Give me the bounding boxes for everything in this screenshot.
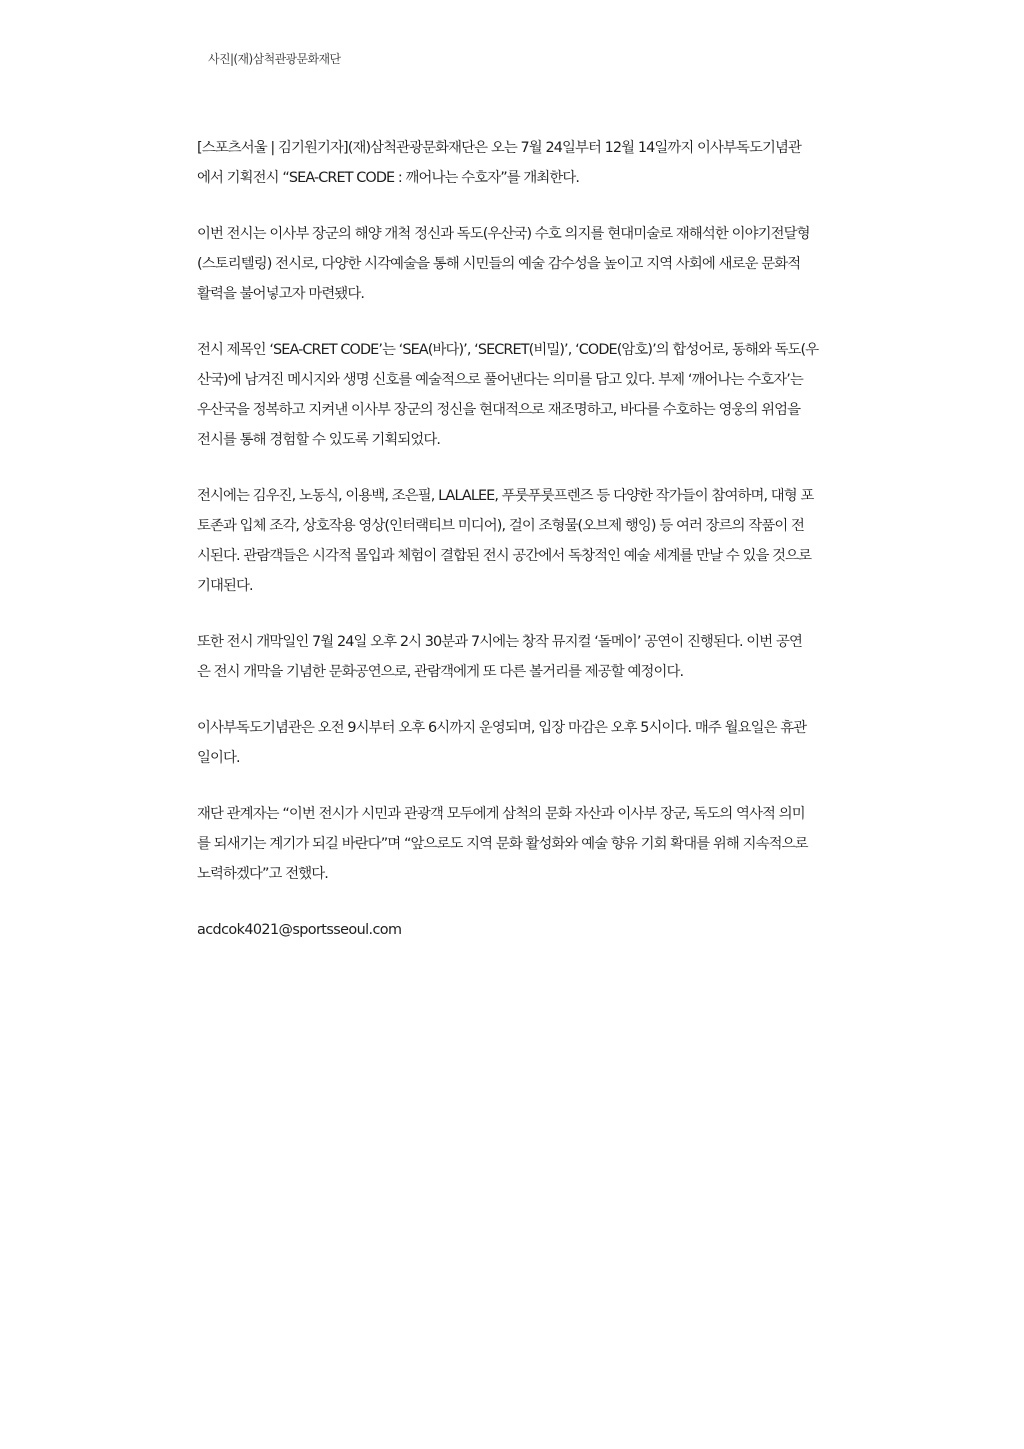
text-line: 일이다. [197, 750, 240, 766]
paragraph-exhibition-purpose [197, 219, 837, 309]
paragraph-intro [197, 133, 837, 193]
text-line: (스토리텔링) 전시로, 다양한 시각예술을 통해 시민들의 예술 감수성을 높이고 지역 사회에 새로운 문화적 [197, 256, 801, 272]
text-line: 노력하겠다”고 전했다. [197, 866, 328, 882]
text-line: 전시를 통해 경험할 수 있도록 기획되었다. [197, 432, 441, 448]
text-line: 전시 제목인 ‘SEA-CRET CODE’는 ‘SEA(바다)’, ‘SECRET(비밀)’, ‘CODE(암호)’의 합성어로, 동해와 독도(우 [197, 342, 819, 358]
text-line: 기대된다. [197, 578, 253, 594]
text-line: 이번 전시는 이사부 장군의 해양 개척 정신과 독도(우산국) 수호 의지를 현대미술로 재해석한 이야기전달형 [197, 226, 810, 242]
text-line: 에서 기획전시 “SEA-CRET CODE : 깨어나는 수호자”를 개최한다. [197, 170, 580, 186]
text-line: 산국)에 남겨진 메시지와 생명 신호를 예술적으로 풀어낸다는 의미를 담고 있다. 부제 ‘깨어나는 수호자’는 [197, 372, 803, 388]
text-line: [스포츠서울 | 김기원기자](재)삼척관광문화재단은 오는 7월 24일부터 12월 14일까지 이사부독도기념관 [197, 140, 802, 156]
paragraph-hours [197, 713, 837, 773]
text-line: 우산국을 정복하고 지켜낸 이사부 장군의 정신을 현대적으로 재조명하고, 바다를 수호하는 영웅의 위엄을 [197, 402, 801, 418]
paragraph-artists [197, 481, 837, 601]
paragraph-quote [197, 799, 837, 889]
paragraph-performance [197, 627, 837, 687]
reporter-email: acdcok4021@sportsseoul.com [197, 922, 402, 938]
article-body [197, 133, 837, 945]
text-line: 시된다. 관람객들은 시각적 몰입과 체험이 결합된 전시 공간에서 독창적인 예술 세계를 만날 수 있을 것으로 [197, 548, 812, 564]
text-line: 토존과 입체 조각, 상호작용 영상(인터랙티브 미디어), 걸이 조형물(오브제 행잉) 등 여러 장르의 작품이 전 [197, 518, 805, 534]
photo-credit: 사진|(재)삼척관광문화재단 [208, 52, 341, 66]
text-line: 전시에는 김우진, 노동식, 이용백, 조은필, LALALEE, 푸룻푸룻프렌즈 등 다양한 작가들이 참여하며, 대형 포 [197, 488, 814, 504]
text-line: 재단 관계자는 “이번 전시가 시민과 관광객 모두에게 삼척의 문화 자산과 이사부 장군, 독도의 역사적 의미 [197, 806, 805, 822]
paragraph-exhibition-title [197, 335, 837, 455]
text-line: 또한 전시 개막일인 7월 24일 오후 2시 30분과 7시에는 창작 뮤지컬 ‘돌메이’ 공연이 진행된다. 이번 공연 [197, 634, 802, 650]
text-line: 은 전시 개막을 기념한 문화공연으로, 관람객에게 또 다른 볼거리를 제공할 예정이다. [197, 664, 684, 680]
text-line: 이사부독도기념관은 오전 9시부터 오후 6시까지 운영되며, 입장 마감은 오후 5시이다. 매주 월요일은 휴관 [197, 720, 807, 736]
text-line: 활력을 불어넣고자 마련됐다. [197, 286, 365, 302]
text-line: 를 되새기는 계기가 되길 바란다”며 “앞으로도 지역 문화 활성화와 예술 향유 기회 확대를 위해 지속적으로 [197, 836, 808, 852]
